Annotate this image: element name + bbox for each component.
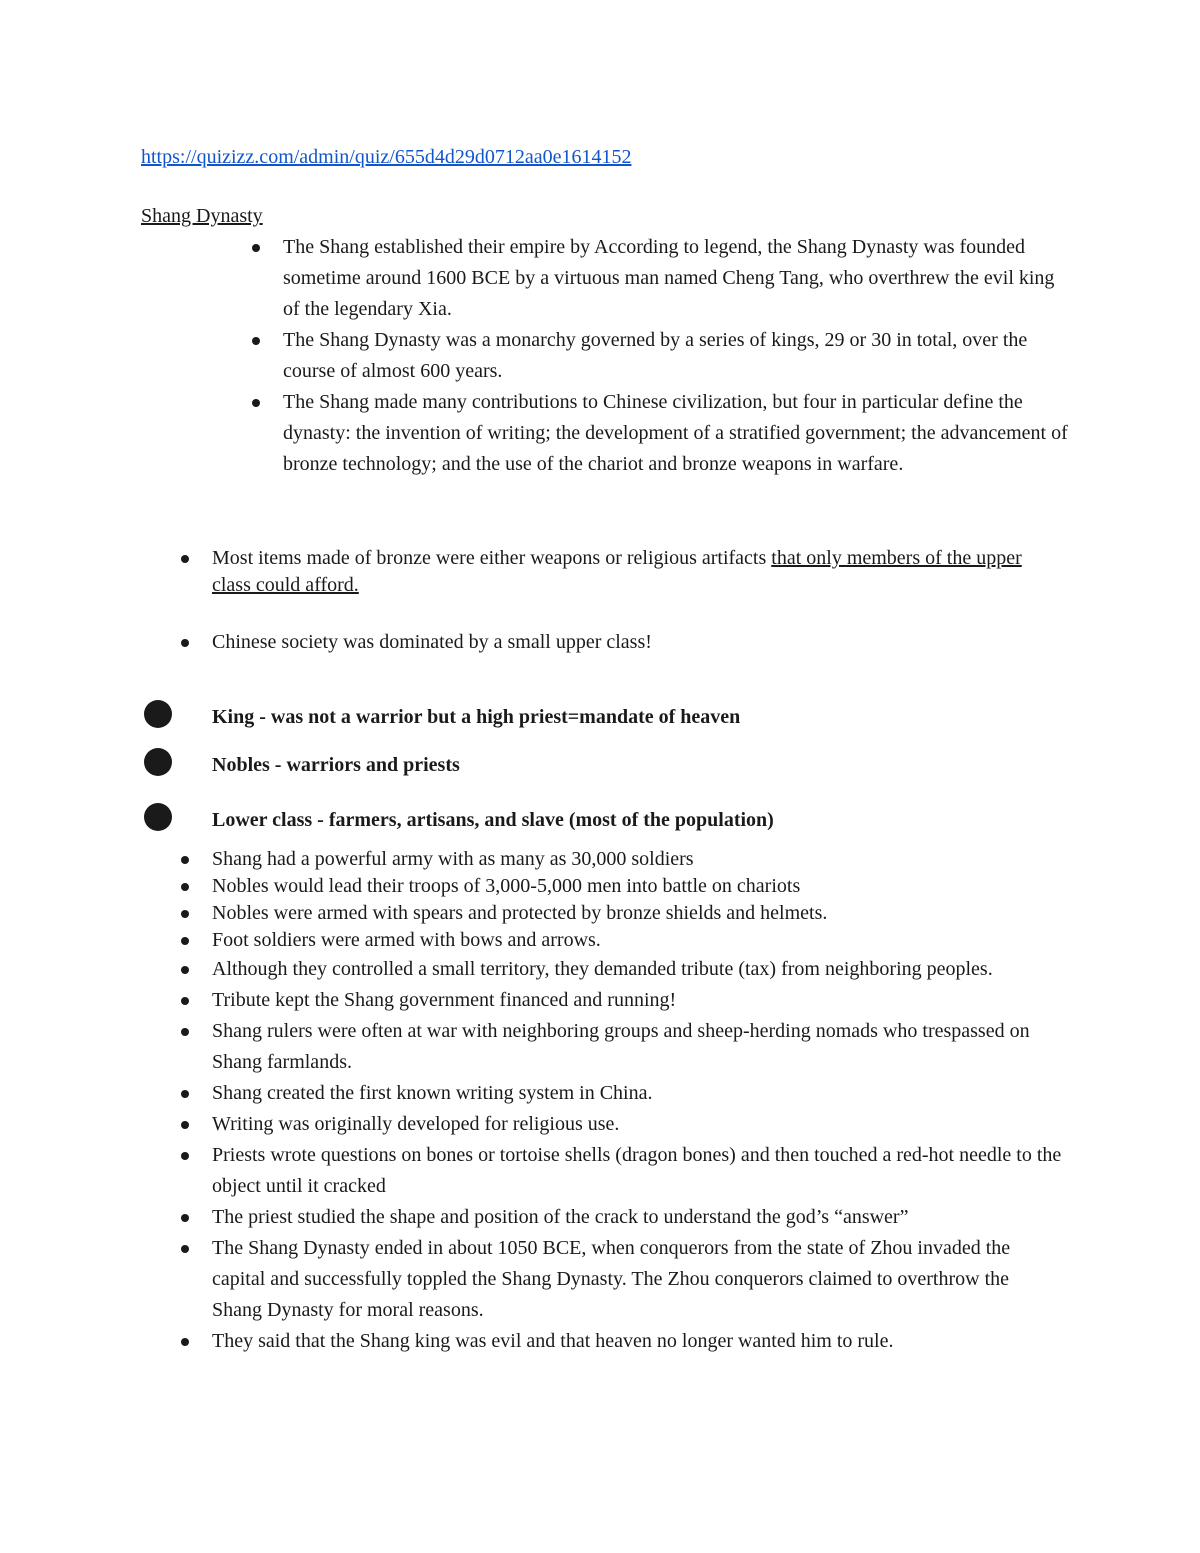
list-item [212,1109,1062,1140]
list-item [212,1016,1062,1078]
class-list-lower [212,806,1112,834]
underlined-text: that only members of the upper class could afford. [212,547,1022,596]
list-item-text: The priest studied the shape and position of the crack to understand the god’s “answer” [212,1206,909,1228]
list-item [212,846,1062,873]
list-item-text: Writing was originally developed for religious use. [212,1113,620,1135]
list-item-text: Tribute kept the Shang government financed and running! [212,989,677,1011]
list-item-text [212,545,1062,599]
list-item [283,387,1073,480]
list-item [212,927,1062,954]
bullet-icon [181,639,189,647]
list-item-text: Priests wrote questions on bones or tortoise shells (dragon bones) and then touched a red-hot needle to the object until it cracked [212,1144,1062,1197]
bullet-icon [181,1338,189,1346]
bullet-icon [252,399,260,407]
list-item-text: The Shang Dynasty ended in about 1050 BCE, when conquerors from the state of Zhou invaded the capital and successfully toppled the Shang Dynasty. The Zhou conquerors claimed to overthrow the Shang Dynasty for moral reasons. [212,1237,1011,1321]
list-item [212,1140,1062,1202]
bullet-icon [181,937,189,945]
list-item [212,1326,1062,1357]
bullet-icon [252,244,260,252]
bullet-icon [252,337,260,345]
list-item [212,900,1062,927]
list-item-text: Lower class - farmers, artisans, and slave (most of the population) [212,809,774,831]
class-list-king [212,703,1112,731]
quiz-link[interactable]: https://quizizz.com/admin/quiz/655d4d29d0712aa0e1614152 [141,146,632,168]
plain-text: Most items made of bronze were either weapons or religious artifacts [212,547,772,569]
list-item-text: Shang rulers were often at war with neighboring groups and sheep-herding nomads who trespassed on Shang farmlands. [212,1020,1030,1073]
list-item [212,954,1062,985]
large-bullet-icon [144,700,172,728]
bullet-icon [181,910,189,918]
list-item [212,1233,1062,1326]
bullet-icon [181,966,189,974]
list-item [283,232,1073,325]
bullet-icon [181,1214,189,1222]
list-item [212,985,1062,1016]
list-item [212,629,1062,656]
large-bullet-icon [144,803,172,831]
list-item [212,751,1112,779]
bullet-icon [181,1028,189,1036]
bullet-icon [181,856,189,864]
bullet-icon [181,555,189,563]
list-item-text: They said that the Shang king was evil and that heaven no longer wanted him to rule. [212,1330,894,1352]
bullet-icon [181,883,189,891]
list-item-text: Although they controlled a small territory, they demanded tribute (tax) from neighboring peoples. [212,958,993,980]
bronze-list [212,545,1062,599]
list-item-text: Foot soldiers were armed with bows and arrows. [212,929,601,951]
list-item [212,806,1112,834]
list-item-text: Shang had a powerful army with as many as 30,000 soldiers [212,848,694,870]
section-heading: Shang Dynasty [141,205,263,227]
list-item-text: Nobles - warriors and priests [212,754,460,776]
list-item [212,1202,1062,1233]
bullet-icon [181,1245,189,1253]
bullet-icon [181,1152,189,1160]
list-item-text: Shang created the first known writing system in China. [212,1082,653,1104]
bullet-icon [181,1090,189,1098]
list-item-text: The Shang established their empire by According to legend, the Shang Dynasty was founded sometime around 1600 BCE by a virtuous man named Cheng Tang, who overthrew the evil king of the legendary Xia. [283,236,1055,320]
list-item [283,325,1073,387]
list-item-text: The Shang made many contributions to Chinese civilization, but four in particular define the dynasty: the invention of writing; the development of a stratified government; the advancement of bronze technology; and the use of the chariot and bronze weapons in warfare. [283,391,1068,475]
list-item-text: Chinese society was dominated by a small upper class! [212,631,652,653]
list-item-text: Nobles would lead their troops of 3,000-5,000 men into battle on chariots [212,875,801,897]
list-item [212,703,1112,731]
list-item [212,873,1062,900]
bullet-icon [181,997,189,1005]
large-bullet-icon [144,748,172,776]
nested-bullet-list [283,232,1073,480]
list-item [212,545,1062,599]
list-item [212,1078,1062,1109]
list-item-text: Nobles were armed with spears and protected by bronze shields and helmets. [212,902,828,924]
facts-list [212,846,1062,1357]
list-item-text: The Shang Dynasty was a monarchy governed by a series of kings, 29 or 30 in total, over the course of almost 600 years. [283,329,1028,382]
class-list-nobles [212,751,1112,779]
list-item-text: King - was not a warrior but a high priest=mandate of heaven [212,706,741,728]
bullet-icon [181,1121,189,1129]
society-list [212,629,1062,656]
